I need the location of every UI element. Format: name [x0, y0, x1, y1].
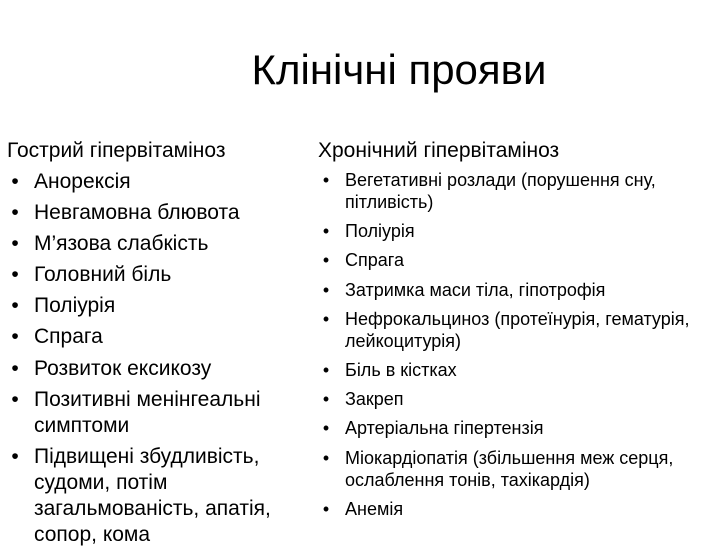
list-item-text: Анорексія: [34, 169, 131, 193]
bullet: •: [322, 418, 330, 439]
bullet: •: [322, 221, 330, 242]
slide-title: Клінічні прояви: [251, 46, 547, 93]
list-item: [318, 166, 718, 217]
bullet: •: [322, 170, 330, 190]
list-item-text: Невгамовна блювота: [34, 200, 240, 224]
list-item: [7, 166, 307, 197]
list-item: [318, 444, 718, 495]
acute-heading: Гострий гіпервітаміноз: [7, 139, 226, 162]
list-item: [318, 246, 718, 275]
list-item-text: Поліурія: [34, 294, 116, 318]
list-item: [318, 495, 718, 524]
bullet: •: [322, 250, 330, 271]
list-item-text: Анемія: [345, 498, 404, 519]
list-item-text: Позитивні менінгеальні симптоми: [34, 387, 261, 437]
list-item-text: Закреп: [345, 389, 404, 410]
bullet: •: [322, 359, 330, 380]
bullet: •: [11, 387, 19, 411]
bullet: •: [11, 356, 19, 380]
list-item: [7, 353, 307, 384]
bullet: •: [322, 447, 330, 468]
list-item-text: М’язова слабкість: [34, 231, 209, 255]
bullet: •: [322, 389, 330, 410]
list-item-text: Спрага: [345, 250, 404, 271]
acute-column: [7, 136, 307, 551]
list-item: [318, 385, 718, 414]
bullet: •: [11, 169, 19, 193]
list-item: [7, 322, 307, 353]
list-item: [7, 260, 307, 291]
bullet: •: [322, 308, 330, 329]
list-item: [318, 356, 718, 385]
list-item-text: Біль в кістках: [345, 359, 457, 380]
bullet: •: [11, 445, 19, 468]
list-item-text: Артеріальна гіпертензія: [345, 418, 544, 439]
list-item: [318, 276, 718, 305]
list-item: [7, 442, 307, 551]
bullet: •: [322, 498, 330, 519]
list-item-text: Затримка маси тіла, гіпотрофія: [345, 279, 606, 300]
bullet: •: [11, 231, 19, 255]
list-item: [318, 305, 718, 356]
list-item: [318, 217, 718, 246]
bullet: •: [11, 325, 19, 349]
list-item: [7, 197, 307, 228]
list-item: [7, 291, 307, 322]
list-item-text: Розвиток ексикозу: [34, 356, 212, 380]
acute-list: [7, 166, 307, 551]
chronic-heading: Хронічний гіпервітаміноз: [318, 139, 560, 162]
list-item: [318, 414, 718, 443]
list-item-text: Підвищені збудливість, судоми, потім загальмованість, апатія, сопор, кома: [34, 445, 271, 546]
list-item: [7, 228, 307, 259]
list-item-text: Нефрокальциноз (протеїнурія, гематурія, лейкоцитурія): [345, 308, 690, 351]
list-item: [7, 384, 307, 441]
list-item-text: Міокардіопатія (збільшення меж серця, ослаблення тонів, тахікардія): [345, 447, 674, 490]
bullet: •: [11, 294, 19, 318]
list-item-text: Спрага: [34, 325, 103, 349]
list-item-text: Вегетативні розлади (порушення сну, пітливість): [345, 170, 656, 212]
bullet: •: [11, 200, 19, 224]
chronic-list: [318, 166, 718, 524]
bullet: •: [322, 279, 330, 300]
list-item-text: Головний біль: [34, 263, 172, 287]
bullet: •: [11, 263, 19, 287]
list-item-text: Поліурія: [345, 221, 415, 242]
chronic-column: [318, 136, 718, 524]
